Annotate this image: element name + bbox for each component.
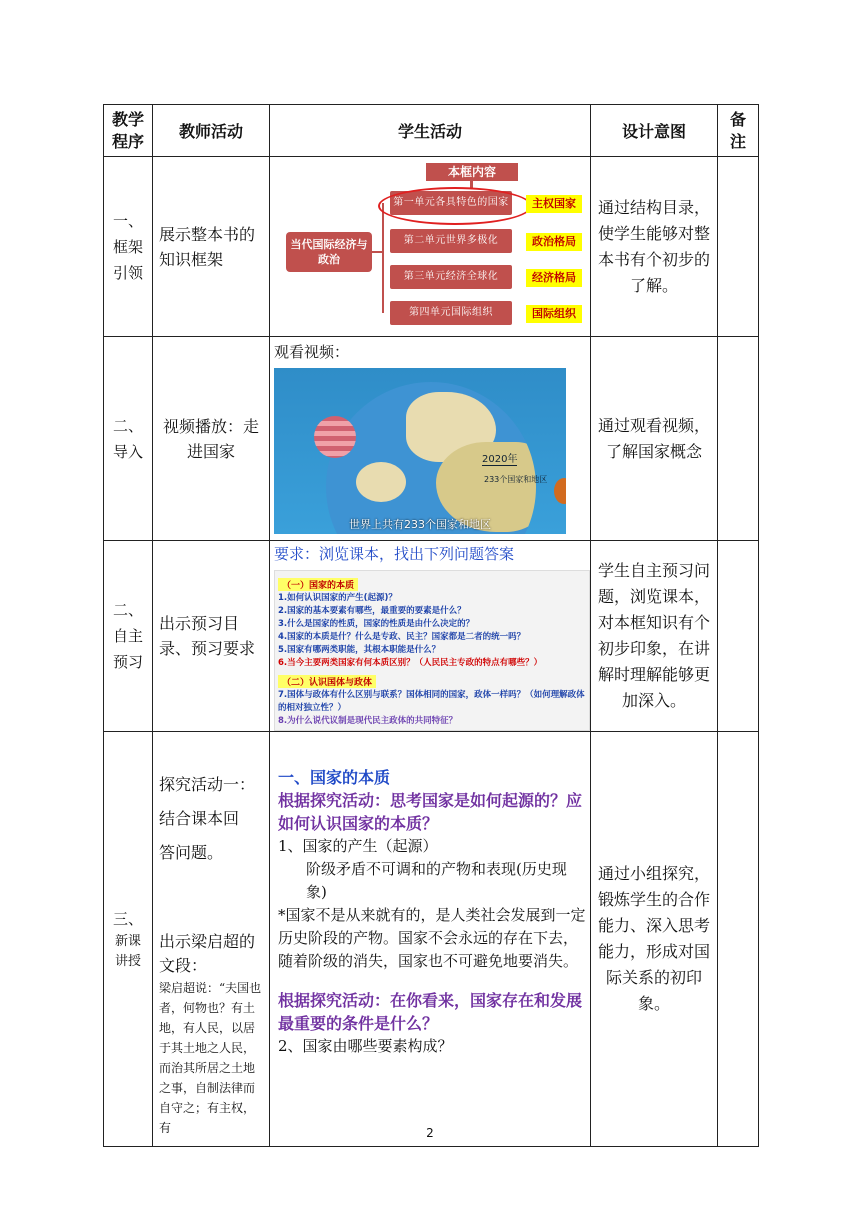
preview-questions — [274, 570, 590, 731]
header-notes: 备注 — [718, 105, 759, 157]
highlight-ellipse — [378, 187, 532, 225]
teacher-cell: 出示预习目录、预习要求 — [153, 541, 270, 732]
question-item: 5.国家有哪两类职能，其根本职能是什么？ — [278, 645, 441, 655]
planet-icon — [554, 478, 566, 504]
student-cell — [270, 541, 591, 732]
teacher-cell: 展示整本书的知识框架 — [153, 157, 270, 337]
teacher-cell: 探究活动一： 结合课本回 答问题。 出示梁启超的文段： 梁启超说：“夫国也者，何物也？有土地，有人民，以居于其土地之人民，而治其所居之土地之事，自制法律而自守之；有主权，有 — [153, 732, 270, 1147]
question-item: 4.国家的本质是什？什么是专政、民主？国家都是二者的统一吗？ — [278, 632, 526, 642]
video-thumbnail[interactable] — [274, 368, 566, 534]
intent-cell: 通过小组探究，锻炼学生的合作能力、深入思考能力，形成对国际关系的初印象。 — [591, 732, 718, 1147]
table-row — [104, 157, 759, 337]
planet-icon — [314, 416, 356, 458]
intent-cell: 通过观看视频，了解国家概念 — [591, 337, 718, 541]
question-item: 8.为什么说代议制是现代民主政体的共同特征？ — [278, 716, 458, 726]
video-overlay-year: 2020年 — [482, 450, 517, 466]
knowledge-framework-diagram — [274, 159, 586, 335]
header-row — [104, 105, 759, 157]
page-number: 2 — [426, 1126, 434, 1140]
point-title: 1、国家的产生（起源） — [278, 837, 438, 855]
header-student: 学生活动 — [270, 105, 591, 157]
diagram-unit-1: 第一单元各具特色的国家 — [390, 191, 512, 215]
diagram-root: 当代国际经济与政治 — [286, 232, 372, 272]
diagram-header: 本框内容 — [426, 163, 518, 181]
point-title: 2、国家由哪些要素构成？ — [278, 1037, 453, 1055]
question-item: 3.什么是国家的性质，国家的性质是由什么决定的？ — [278, 619, 475, 629]
stage-cell: 三、 新课讲授 — [104, 732, 153, 1147]
diagram-unit-4: 第四单元国际组织 — [390, 301, 512, 325]
diagram-unit-3: 第三单元经济全球化 — [390, 265, 512, 289]
liang-quote-title: 出示梁启超的文段： — [159, 932, 256, 975]
diagram-tag-4: 国际组织 — [526, 305, 582, 323]
video-caption: 世界上共有233个国家和地区 — [349, 518, 491, 531]
stage-cell: 一、框架引领 — [104, 157, 153, 337]
stage-cell: 二、导入 — [104, 337, 153, 541]
notes-cell — [718, 157, 759, 337]
diagram-connector — [372, 251, 382, 253]
video-label: 观看视频： — [274, 343, 350, 361]
table-row — [104, 337, 759, 541]
notes-cell — [718, 541, 759, 732]
header-intent: 设计意图 — [591, 105, 718, 157]
diagram-tag-2: 政治格局 — [526, 233, 582, 251]
header-stage: 教学程序 — [104, 105, 153, 157]
question-item: 6.当今主要两类国家有何本质区别？（人民民主专政的特点有哪些？） — [278, 658, 543, 668]
inquiry-activity: 探究活动一： — [159, 775, 256, 794]
intent-cell: 通过结构目录，使学生能够对整本书有个初步的了解。 — [591, 157, 718, 337]
student-cell — [270, 337, 591, 541]
teacher-cell: 视频播放：走进国家 — [153, 337, 270, 541]
video-overlay-sub: 233个国家和地区 — [484, 475, 548, 484]
header-teacher: 教师活动 — [153, 105, 270, 157]
notes-cell — [718, 732, 759, 1147]
point-detail: 阶级矛盾不可调和的产物和表现(历史现象) — [306, 860, 567, 901]
diagram-tag-1: 主权国家 — [526, 195, 582, 213]
diagram-unit-2: 第二单元世界多极化 — [390, 229, 512, 253]
diagram-connector — [382, 203, 384, 313]
preview-requirement: 要求：浏览课本，找出下列问题答案 — [274, 545, 515, 563]
question-item: 1.如何认识国家的产生(起源)？ — [278, 593, 397, 603]
notes-cell — [718, 337, 759, 541]
note-text: *国家不是从来就有的，是人类社会发展到一定历史阶段的产物。国家不会永远的存在下去，随着阶级的消失，国家也不可避免地要消失。 — [278, 906, 586, 970]
table-row — [104, 732, 759, 1147]
section-title: （一）国家的本质 — [278, 578, 358, 591]
question-item: 2.国家的基本要素有哪些，最重要的要素是什么？ — [278, 606, 466, 616]
lesson-plan-table — [103, 104, 759, 1147]
student-cell — [270, 157, 591, 337]
inquiry-prompt: 根据探究活动：在你看来，国家存在和发展最重要的条件是什么？ — [278, 991, 583, 1033]
section-heading: 一、国家的本质 — [278, 768, 391, 787]
diagram-tag-3: 经济格局 — [526, 269, 582, 287]
student-cell — [270, 732, 591, 1147]
stage-cell: 二、自主预习 — [104, 541, 153, 732]
liang-quote: 梁启超说：“夫国也者，何物也？有土地，有人民，以居于其土地之人民，而治其所居之土地之事，自制法律而自守之；有主权，有 — [159, 981, 262, 1135]
question-item: 7.国体与政体有什么区别与联系？国体相同的国家，政体一样吗？（如何理解政体的相对独立性？） — [278, 690, 585, 713]
table-row — [104, 541, 759, 732]
intent-cell: 学生自主预习问题，浏览课本，对本框知识有个初步印象，在讲解时理解能够更加深入。 — [591, 541, 718, 732]
inquiry-prompt: 根据探究活动：思考国家是如何起源的？应如何认识国家的本质？ — [278, 791, 583, 833]
section-title: （二）认识国体与政体 — [278, 675, 376, 688]
